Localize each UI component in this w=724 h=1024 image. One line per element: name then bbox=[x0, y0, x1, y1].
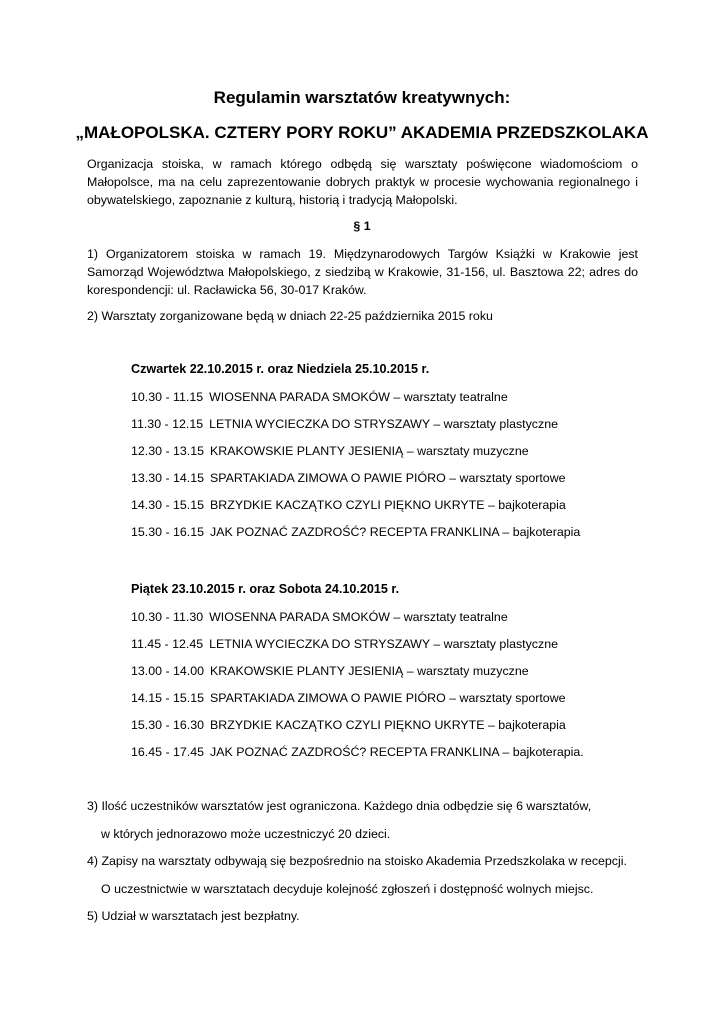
point-3-line-1: 3) Ilość uczestników warsztatów jest ograniczona. Każdego dnia odbędzie się 6 warsztatów, bbox=[87, 799, 592, 813]
slot-time: 11.45 - 12.45 bbox=[131, 637, 204, 651]
point-3-line-2: w których jednorazowo może uczestniczyć 20 dzieci. bbox=[101, 827, 391, 841]
schedule-slot bbox=[131, 691, 566, 705]
schedule-slot bbox=[131, 718, 566, 732]
slot-time: 16.45 - 17.45 bbox=[131, 745, 205, 759]
schedule-slot bbox=[131, 525, 580, 539]
slot-activity: WIOSENNA PARADA SMOKÓW – warsztaty teatralne bbox=[209, 390, 508, 404]
schedule-day-heading: Czwartek 22.10.2015 r. oraz Niedziela 25.10.2015 r. bbox=[131, 362, 430, 376]
point-2-paragraph: 2) Warsztaty zorganizowane będą w dniach 22-25 października 2015 roku bbox=[87, 309, 493, 323]
document-subtitle: „MAŁOPOLSKA. CZTERY PORY ROKU” AKADEMIA PRZEDSZKOLAKA bbox=[75, 123, 649, 142]
schedule-slot bbox=[131, 745, 584, 759]
slot-activity: BRZYDKIE KACZĄTKO CZYLI PIĘKNO UKRYTE – bajkoterapia bbox=[210, 718, 566, 732]
schedule-slot bbox=[131, 610, 508, 624]
schedule-day-heading: Piątek 23.10.2015 r. oraz Sobota 24.10.2015 r. bbox=[131, 582, 400, 596]
slot-time: 11.30 - 12.15 bbox=[131, 417, 204, 431]
slot-activity: BRZYDKIE KACZĄTKO CZYLI PIĘKNO UKRYTE – bajkoterapia bbox=[210, 498, 566, 512]
schedule-slot bbox=[131, 471, 566, 485]
schedule-slot bbox=[131, 417, 558, 431]
point-5-line: 5) Udział w warsztatach jest bezpłatny. bbox=[87, 909, 300, 923]
slot-time: 15.30 - 16.15 bbox=[131, 525, 205, 539]
slot-activity: KRAKOWSKIE PLANTY JESIENIĄ – warsztaty muzyczne bbox=[210, 664, 529, 678]
schedule-slot bbox=[131, 498, 566, 512]
slot-activity: SPARTAKIADA ZIMOWA O PAWIE PIÓRO – warsztaty sportowe bbox=[210, 691, 566, 705]
point-4-line-1: 4) Zapisy na warsztaty odbywają się bezpośrednio na stoisko Akademia Przedszkolaka w recepcji. bbox=[87, 854, 627, 868]
slot-activity: WIOSENNA PARADA SMOKÓW – warsztaty teatralne bbox=[209, 610, 508, 624]
slot-activity: JAK POZNAĆ ZAZDROŚĆ? RECEPTA FRANKLINA – bajkoterapia. bbox=[210, 745, 584, 759]
slot-activity: LETNIA WYCIECZKA DO STRYSZAWY – warsztaty plastyczne bbox=[209, 417, 558, 431]
point-1-paragraph: 1) Organizatorem stoiska w ramach 19. Międzynarodowych Targów Książki w Krakowie jest Samorząd Województwa Małopolskiego, z siedzibą w Krakowie, 31-156, ul. Basztowa 22; adres do korespondencji: ul. Racławicka 56, 30-017 Kraków. bbox=[87, 247, 638, 297]
point-4-line-2: O uczestnictwie w warsztatach decyduje kolejność zgłoszeń i dostępność wolnych miejsc. bbox=[101, 882, 594, 896]
slot-activity: SPARTAKIADA ZIMOWA O PAWIE PIÓRO – warsztaty sportowe bbox=[210, 471, 566, 485]
section-sign: § 1 bbox=[353, 219, 371, 233]
slot-activity: JAK POZNAĆ ZAZDROŚĆ? RECEPTA FRANKLINA – bajkoterapia bbox=[210, 525, 581, 539]
slot-time: 10.30 - 11.15 bbox=[131, 390, 204, 404]
slot-time: 12.30 - 13.15 bbox=[131, 444, 205, 458]
schedule-slot bbox=[131, 390, 508, 404]
slot-activity: KRAKOWSKIE PLANTY JESIENIĄ – warsztaty muzyczne bbox=[210, 444, 529, 458]
intro-paragraph: Organizacja stoiska, w ramach którego odbędą się warsztaty poświęcone wiadomościom o Małopolsce, ma na celu zaprezentowanie dobrych praktyk w procesie wychowania regionalnego i obywatelskiego, zapoznanie z kulturą, historią i tradycją Małopolski. bbox=[87, 157, 638, 207]
slot-time: 13.30 - 14.15 bbox=[131, 471, 205, 485]
schedule-slot bbox=[131, 637, 558, 651]
slot-time: 10.30 - 11.30 bbox=[131, 610, 204, 624]
document-title: Regulamin warsztatów kreatywnych: bbox=[213, 88, 511, 107]
slot-time: 15.30 - 16.30 bbox=[131, 718, 205, 732]
slot-activity: LETNIA WYCIECZKA DO STRYSZAWY – warsztaty plastyczne bbox=[209, 637, 558, 651]
slot-time: 14.30 - 15.15 bbox=[131, 498, 205, 512]
schedule-slot bbox=[131, 444, 529, 458]
schedule-slot bbox=[131, 664, 529, 678]
slot-time: 13.00 - 14.00 bbox=[131, 664, 205, 678]
slot-time: 14.15 - 15.15 bbox=[131, 691, 205, 705]
